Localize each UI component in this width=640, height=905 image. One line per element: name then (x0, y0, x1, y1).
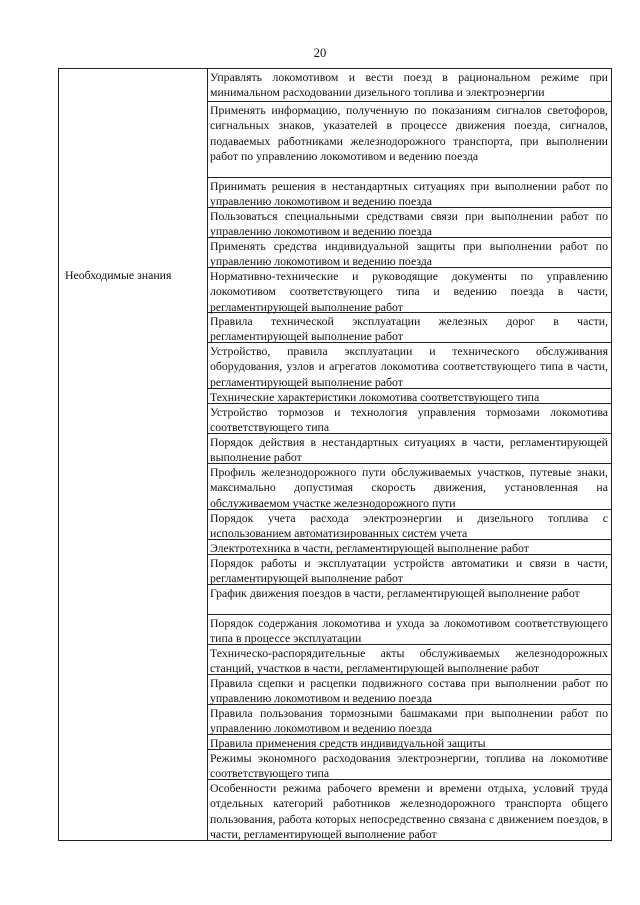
skill-text: Управлять локомотивом и вести поезд в рациональном режиме при минимальном расходовании дизельного топлива и электроэнергии (210, 70, 608, 100)
knowledge-row (207, 433, 611, 463)
knowledge-row (207, 584, 611, 614)
skill-row (207, 207, 611, 237)
knowledge-row (207, 674, 611, 704)
knowledge-row (207, 779, 611, 841)
knowledge-text: Правила сцепки и расцепки подвижного состава при выполнении работ по управлению локомотивом и ведению поезда (210, 676, 608, 706)
knowledge-row (207, 509, 611, 539)
skill-row (207, 69, 611, 101)
knowledge-row (207, 749, 611, 779)
knowledge-text: Правила применения средств индивидуальной защиты (210, 736, 486, 750)
knowledge-row (207, 312, 611, 342)
knowledge-text: Порядок действия в нестандартных ситуациях в части, регламентирующей выполнение работ (210, 435, 608, 465)
knowledge-text: Правила технической эксплуатации железных дорог в части, регламентирующей выполнение работ (210, 314, 608, 344)
knowledge-row (207, 342, 611, 388)
knowledge-text: График движения поездов в части, регламентирующей выполнение работ (210, 586, 580, 600)
knowledge-row (207, 734, 611, 749)
knowledge-row (207, 539, 611, 554)
knowledge-text: Электротехника в части, регламентирующей выполнение работ (210, 541, 529, 555)
knowledge-text: Техническо-распорядительные акты обслуживаемых железнодорожных станций, участков в части, регламентирующей выполнение работ (210, 646, 608, 676)
knowledge-text: Устройство тормозов и технология управления тормозами локомотива соответствующего типа (210, 405, 608, 435)
skill-row (207, 177, 611, 207)
knowledge-row (207, 463, 611, 509)
knowledge-row (207, 403, 611, 433)
knowledge-row (207, 704, 611, 734)
knowledge-text: Нормативно-технические и руководящие документы по управлению локомотивом соответствующего типа и ведению поезда в части, регламентирующей выполнение работ (210, 269, 608, 314)
page-number: 20 (313, 46, 327, 60)
knowledge-label: Необходимые знания (65, 268, 172, 282)
skill-text: Принимать решения в нестандартных ситуациях при выполнении работ по управлению локомотивом и ведению поезда (210, 179, 608, 209)
knowledge-text: Особенности режима рабочего времени и времени отдыха, условий труда отдельных категорий работников железнодорожного транспорта общего пользования, работа которых непосредственно связана с движением поездов, в части, регламентирующей выполнение работ (210, 781, 608, 841)
skill-row (207, 237, 611, 267)
knowledge-row (207, 388, 611, 403)
skill-text: Пользоваться специальными средствами связи при выполнении работ по управлению локомотивом и ведению поезда (210, 209, 608, 239)
competency-table (58, 68, 612, 841)
knowledge-text: Порядок учета расхода электроэнергии и дизельного топлива с использованием автоматизированных систем учета (210, 511, 608, 541)
knowledge-row (207, 614, 611, 644)
knowledge-row (207, 267, 611, 312)
skill-text: Применять средства индивидуальной защиты при выполнении работ по управлению локомотивом и ведению поезда (210, 239, 608, 269)
knowledge-row (207, 554, 611, 584)
knowledge-text: Порядок содержания локомотива и ухода за локомотивом соответствующего типа в процессе эксплуатации (210, 616, 608, 646)
knowledge-text: Технические характеристики локомотива соответствующего типа (210, 390, 540, 404)
skill-row (207, 101, 611, 177)
knowledge-row (207, 644, 611, 674)
knowledge-text: Профиль железнодорожного пути обслуживаемых участков, путевые знаки, максимально допустимая скорость движения, установленная на обслуживаемом участке железнодорожного пути (210, 465, 608, 510)
knowledge-text: Устройство, правила эксплуатации и технического обслуживания оборудования, узлов и агрегатов локомотива соответствующего типа в части, регламентирующей выполнение работ (210, 344, 608, 389)
knowledge-text: Правила пользования тормозными башмаками при выполнении работ по управлению локомотивом и ведению поезда (210, 706, 608, 736)
skill-text: Применять информацию, полученную по показаниям сигналов светофоров, сигнальных знаков, указателей в процессе движения поезда, сигналов, подаваемых работниками железнодорожного транспорта, при выполнении работ по управлению локомотивом и ведению поезда (210, 103, 608, 163)
knowledge-text: Режимы экономного расходования электроэнергии, топлива на локомотиве соответствующего типа (210, 751, 608, 781)
knowledge-text: Порядок работы и эксплуатации устройств автоматики и связи в части, регламентирующей выполнение работ (210, 556, 608, 586)
